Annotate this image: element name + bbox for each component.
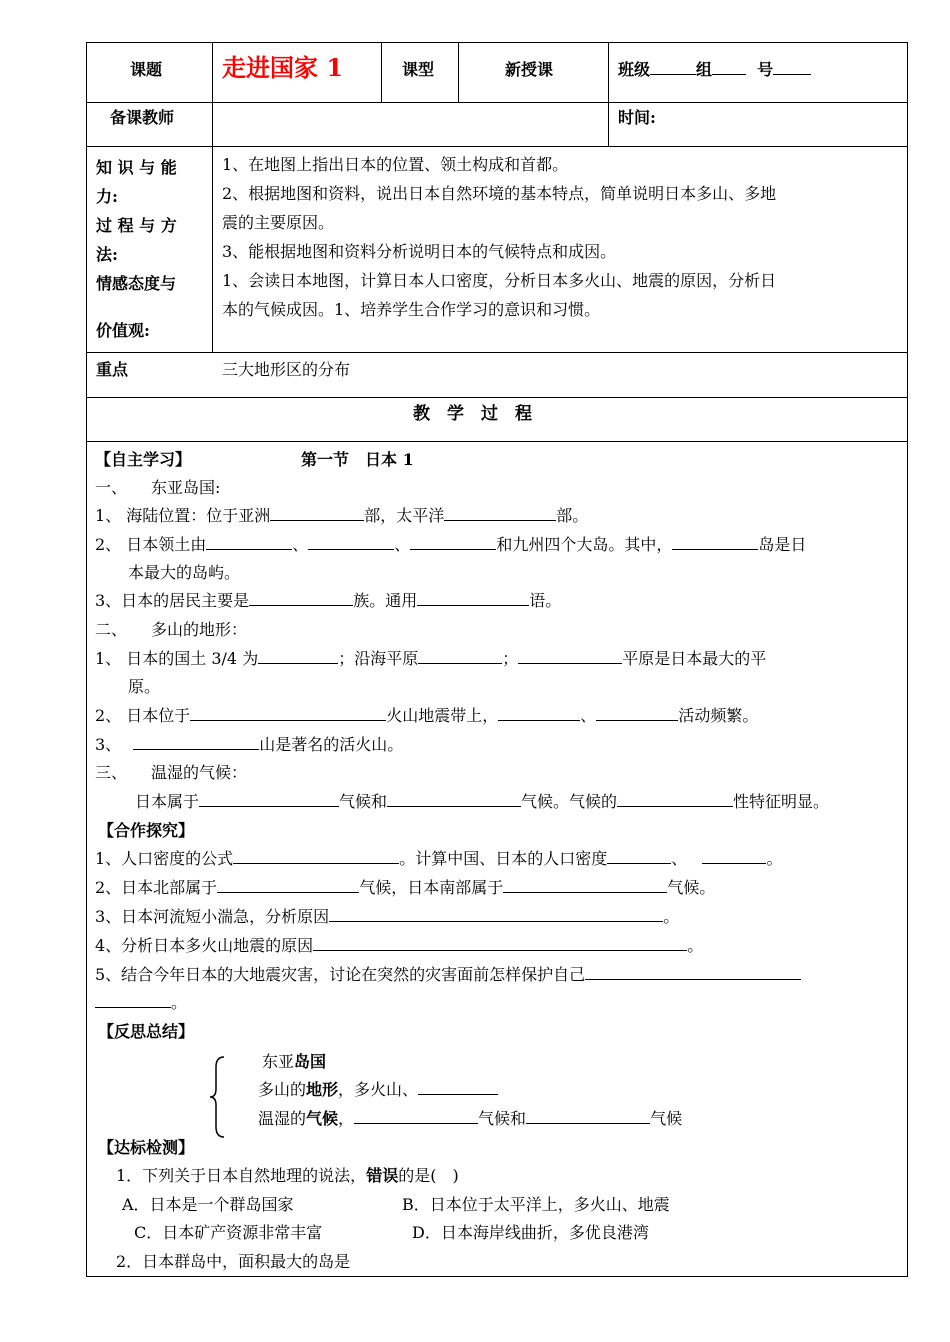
- table-col-divider: [608, 42, 609, 147]
- time-label: 时间:: [618, 108, 656, 127]
- subsection-2: 二、 多山的地形：: [95, 620, 248, 639]
- answer-blank[interactable]: [249, 591, 353, 606]
- q-text: 山是著名的活火山。: [259, 735, 404, 754]
- lesson-type-label: 课型: [402, 60, 435, 79]
- answer-blank[interactable]: [190, 706, 386, 721]
- objective-line: 1、会读日本地图，计算日本人口密度，分析日本多火山、地震的原因，分析日: [222, 271, 777, 290]
- summary-line-2: [258, 1079, 498, 1101]
- answer-blank[interactable]: [217, 878, 359, 893]
- q-text: 3、日本河流短小湍急，分析原因: [95, 907, 330, 926]
- q-text: 气候。: [667, 878, 716, 897]
- self-study-heading: 【自主学习】: [95, 450, 192, 469]
- option-d[interactable]: D．日本海岸线曲折，多优良港湾: [412, 1223, 649, 1242]
- question-2: [95, 534, 806, 556]
- q-text: 1、 日本的国土 3/4 为: [95, 649, 259, 668]
- table-border-right: [907, 42, 908, 1277]
- label-process-2: 法:: [96, 245, 118, 264]
- answer-blank[interactable]: [95, 993, 171, 1008]
- self-study-header: [95, 449, 414, 471]
- option-c[interactable]: C．日本矿产资源非常丰富: [134, 1223, 323, 1242]
- summary-line-1: [262, 1051, 326, 1073]
- objective-line: 本的气候成因。1、培养学生合作学习的意识和习惯。: [222, 300, 601, 319]
- answer-blank[interactable]: [206, 535, 292, 550]
- q-text: 火山地震带上，: [386, 706, 499, 725]
- q-text: 。: [687, 936, 704, 955]
- answer-blank[interactable]: [498, 706, 580, 721]
- label-emotion: 情感态度与: [96, 274, 177, 293]
- q-text: 性特征明显。: [733, 792, 830, 811]
- q-text: 气候。气候的: [521, 792, 618, 811]
- objectives-label: [96, 153, 206, 345]
- q-text: 气候和: [339, 792, 388, 811]
- answer-blank[interactable]: [596, 706, 678, 721]
- answer-blank[interactable]: [418, 1080, 498, 1095]
- answer-blank[interactable]: [133, 735, 259, 750]
- class-group-number: [618, 60, 811, 80]
- table-row-divider: [86, 441, 908, 442]
- summary-text: 多山的: [258, 1080, 307, 1099]
- q-text: 和九州四个大岛。其中，: [496, 535, 673, 554]
- answer-blank[interactable]: [607, 849, 671, 864]
- topic-label: 课题: [130, 60, 163, 79]
- q-text: 、: [394, 535, 411, 554]
- option-a[interactable]: A．日本是一个群岛国家: [122, 1195, 294, 1214]
- focus-value: 三大地形区的分布: [222, 360, 351, 379]
- objective-line: 震的主要原因。: [222, 213, 335, 232]
- question-7: [135, 791, 829, 813]
- class-label: 班级: [618, 60, 651, 79]
- test-question-1: [116, 1165, 459, 1187]
- answer-blank[interactable]: [270, 506, 364, 521]
- q-text: 2、日本北部属于: [95, 878, 218, 897]
- table-col-divider: [212, 42, 213, 353]
- q-text: 。: [663, 907, 680, 926]
- group-blank[interactable]: [712, 60, 746, 75]
- test-question-2: 2．日本群岛中，面积最大的岛是: [116, 1252, 351, 1271]
- objective-line: 2、根据地图和资料，说出日本自然环境的基本特点，简单说明日本多山、多地: [222, 184, 777, 203]
- q-text: 部。: [556, 506, 589, 525]
- answer-blank[interactable]: [702, 849, 766, 864]
- q-text: 部，太平洋: [364, 506, 445, 525]
- q-text: 3、日本的居民主要是: [95, 591, 250, 610]
- table-border-top: [86, 42, 908, 43]
- objective-line: 1、在地图上指出日本的位置、领土构成和首都。: [222, 155, 569, 174]
- q-text: 平原是日本最大的平: [622, 649, 767, 668]
- q-text: 的是( ): [398, 1166, 459, 1185]
- question-5: [95, 705, 758, 727]
- subsection-1: 一、 东亚岛国:: [95, 478, 221, 497]
- question-2-cont: 本最大的岛屿。: [128, 563, 241, 582]
- q-text: 2、 日本位于: [95, 706, 191, 725]
- table-col-divider: [381, 42, 382, 103]
- number-label: 号: [757, 60, 774, 79]
- focus-label: 重点: [96, 360, 129, 379]
- q-text: 族。通用: [353, 591, 418, 610]
- q-text: 气候，日本南部属于: [359, 878, 504, 897]
- teacher-label: 备课教师: [110, 108, 175, 127]
- label-knowledge: 知 识 与 能: [96, 158, 177, 177]
- coop-question-5: [95, 964, 801, 986]
- class-blank[interactable]: [650, 60, 696, 75]
- q-text: 活动频繁。: [678, 706, 759, 725]
- answer-blank[interactable]: [233, 849, 399, 864]
- answer-blank[interactable]: [418, 649, 502, 664]
- q-keyword: 错误: [366, 1166, 399, 1185]
- number-blank[interactable]: [773, 60, 811, 75]
- table-border-left: [86, 42, 87, 1277]
- reflection-heading: 【反思总结】: [98, 1022, 195, 1041]
- answer-blank[interactable]: [313, 936, 687, 951]
- question-6: [95, 734, 403, 756]
- question-4-cont: 原。: [128, 677, 161, 696]
- test-heading: 【达标检测】: [98, 1138, 195, 1157]
- answer-blank[interactable]: [526, 1109, 650, 1124]
- answer-blank[interactable]: [258, 649, 338, 664]
- answer-blank[interactable]: [518, 649, 622, 664]
- q-text: 。: [766, 849, 783, 868]
- label-emotion-2: 价值观:: [96, 321, 150, 340]
- table-border-bottom: [86, 1276, 908, 1277]
- summary-text: ，: [338, 1109, 355, 1128]
- table-row-divider: [86, 397, 908, 398]
- curly-brace-icon: [208, 1055, 228, 1139]
- group-label: 组: [696, 60, 713, 79]
- answer-blank[interactable]: [354, 1109, 478, 1124]
- summary-keyword: 岛国: [294, 1052, 327, 1071]
- objectives-content: [222, 150, 902, 324]
- q-text: ；: [502, 649, 519, 668]
- table-col-divider: [458, 42, 459, 103]
- question-3: [95, 590, 561, 612]
- coop-question-2: [95, 877, 715, 899]
- coop-question-4: [95, 935, 703, 957]
- table-row-divider: [86, 146, 908, 147]
- answer-blank[interactable]: [617, 792, 733, 807]
- q-text: 。计算中国、日本的人口密度: [399, 849, 608, 868]
- summary-text: 气候: [650, 1109, 683, 1128]
- q-text: 日本属于: [135, 792, 200, 811]
- summary-text: 东亚: [262, 1052, 295, 1071]
- summary-keyword: 地形: [306, 1080, 339, 1099]
- q-text: 4、分析日本多火山地震的原因: [95, 936, 314, 955]
- summary-text: ，多火山、: [338, 1080, 419, 1099]
- topic-title: 走进国家 1: [222, 53, 344, 82]
- q-text: 语。: [529, 591, 562, 610]
- lesson-type-value: 新授课: [505, 60, 554, 79]
- section-title: 第一节 日本 1: [301, 450, 414, 469]
- coop-question-1: [95, 848, 783, 870]
- q-text: 5、结合今年日本的大地震灾害，讨论在突然的灾害面前怎样保护自己: [95, 965, 586, 984]
- q-text: 2、 日本领土由: [95, 535, 207, 554]
- objective-line: 3、能根据地图和资料分析说明日本的气候特点和成因。: [222, 242, 617, 261]
- q-text: 1、人口密度的公式: [95, 849, 234, 868]
- option-b[interactable]: B．日本位于太平洋上，多火山、地震: [402, 1195, 670, 1214]
- summary-line-3: [258, 1108, 682, 1130]
- q-text: 、: [580, 706, 597, 725]
- summary-text: 温湿的: [258, 1109, 307, 1128]
- answer-blank[interactable]: [387, 792, 521, 807]
- q-text: 1、 海陆位置：位于亚洲: [95, 506, 271, 525]
- q-text: 1．下列关于日本自然地理的说法，: [116, 1166, 367, 1185]
- answer-blank[interactable]: [410, 535, 496, 550]
- label-process: 过 程 与 方: [96, 216, 177, 235]
- answer-blank[interactable]: [444, 506, 556, 521]
- q-text: 岛是日: [758, 535, 807, 554]
- q-text: 、: [671, 849, 688, 868]
- table-row-divider: [86, 102, 908, 103]
- answer-blank[interactable]: [503, 878, 667, 893]
- q-text: 、: [292, 535, 309, 554]
- q-text: ；沿海平原: [338, 649, 419, 668]
- answer-blank[interactable]: [672, 535, 758, 550]
- answer-blank[interactable]: [417, 591, 529, 606]
- answer-blank[interactable]: [585, 965, 801, 980]
- summary-keyword: 气候: [306, 1109, 339, 1128]
- cooperation-heading: 【合作探究】: [98, 821, 195, 840]
- process-title: 教 学 过 程: [413, 404, 532, 424]
- table-row-divider: [86, 352, 908, 353]
- q-text: 。: [171, 993, 188, 1012]
- coop-question-5-cont: [95, 992, 187, 1014]
- answer-blank[interactable]: [329, 907, 663, 922]
- answer-blank[interactable]: [308, 535, 394, 550]
- q-text: 3、: [95, 735, 122, 754]
- label-knowledge-2: 力:: [96, 187, 118, 206]
- coop-question-3: [95, 906, 679, 928]
- answer-blank[interactable]: [199, 792, 339, 807]
- subsection-3: 三、 温湿的气候：: [95, 763, 248, 782]
- summary-text: 气候和: [478, 1109, 527, 1128]
- question-4: [95, 648, 766, 670]
- question-1: [95, 505, 588, 527]
